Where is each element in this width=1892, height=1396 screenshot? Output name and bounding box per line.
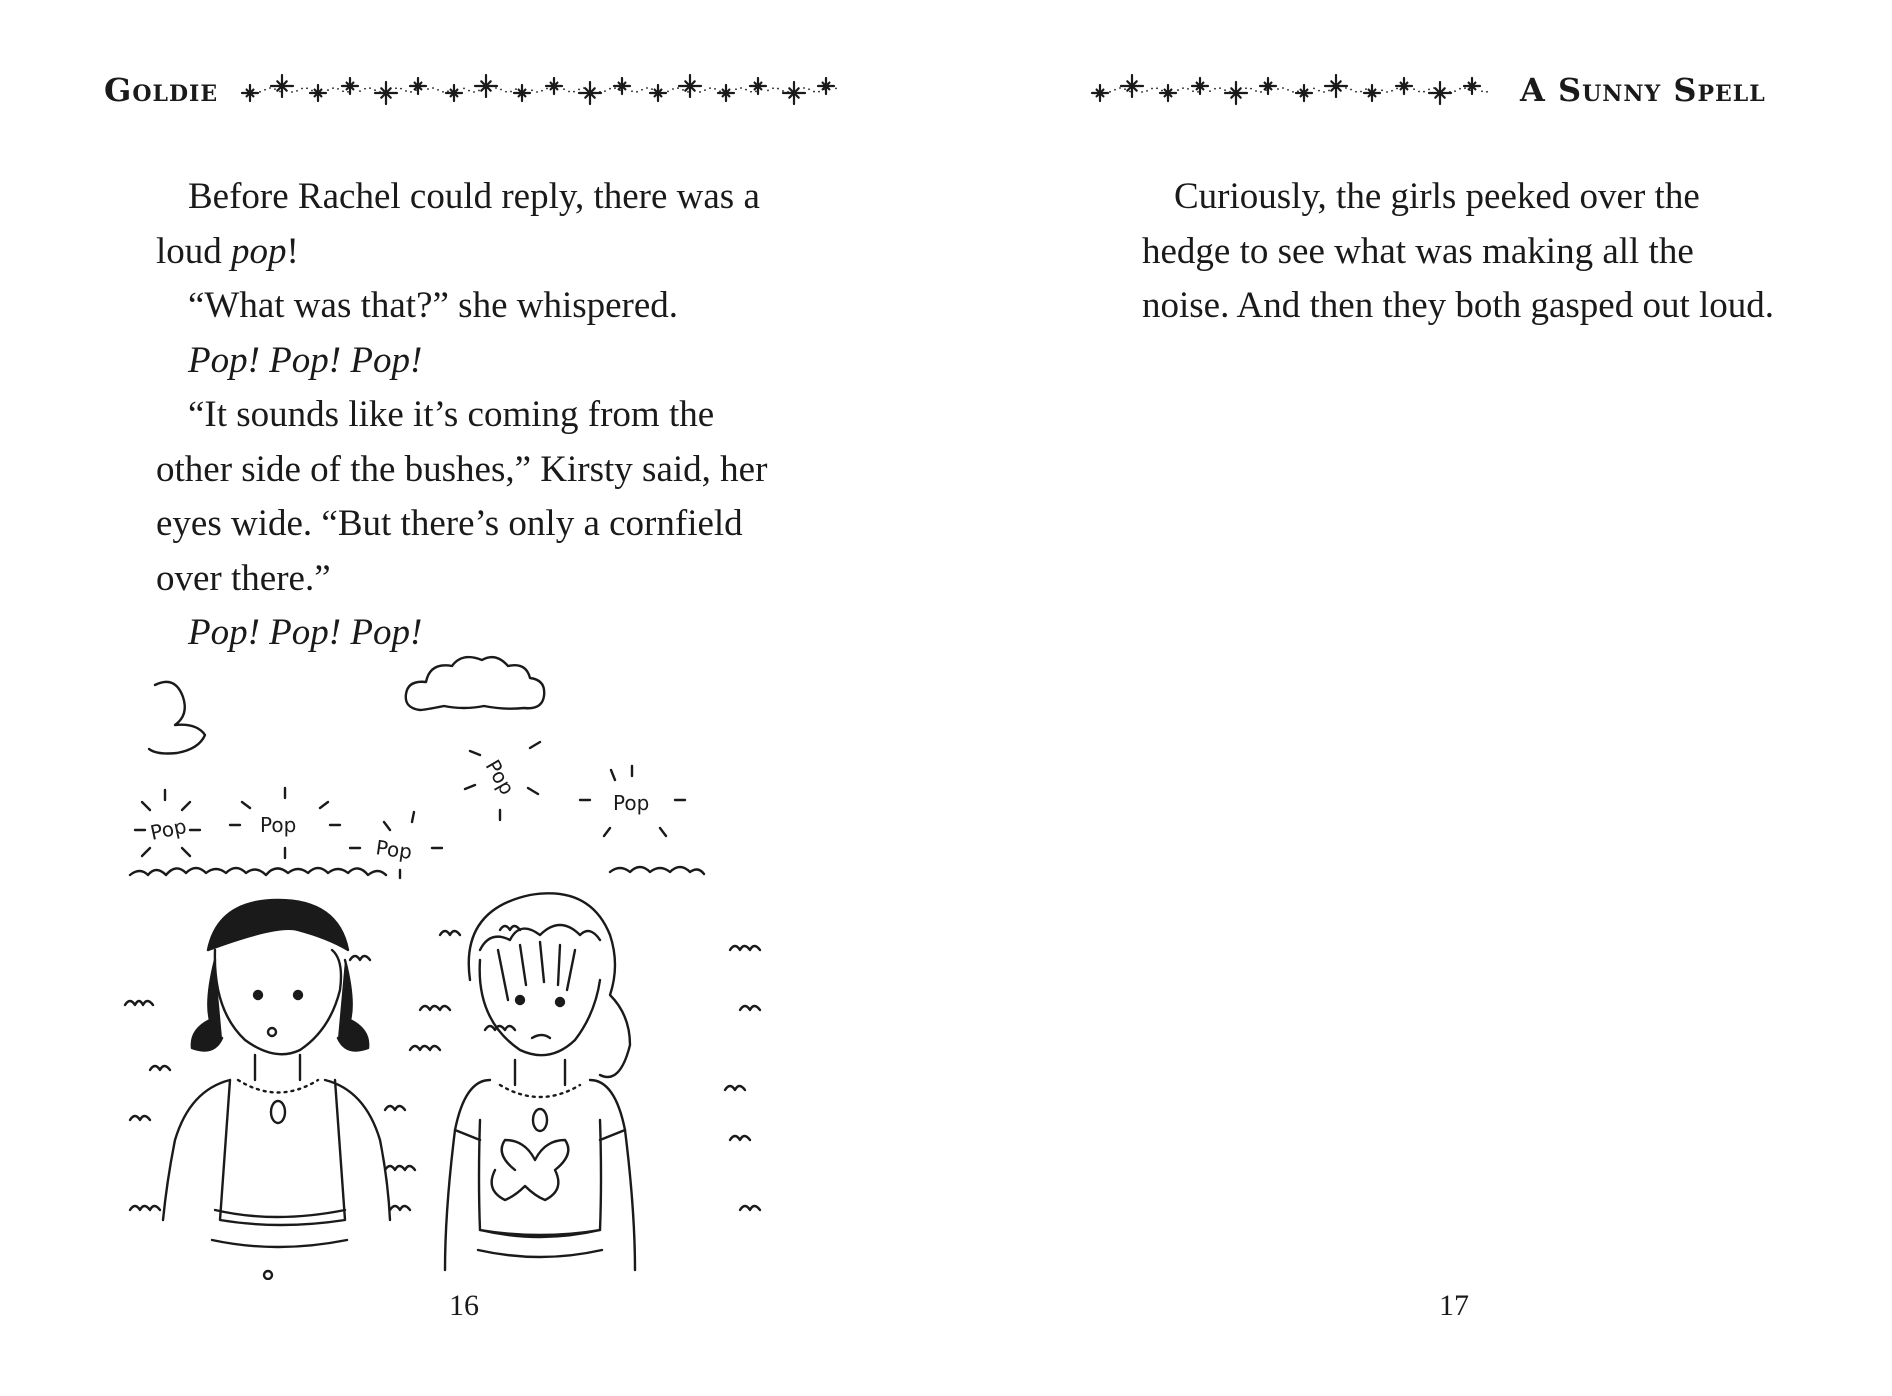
star-border-decoration: [240, 70, 840, 110]
paragraph: “It sounds like it’s coming from the other side of the bushes,” Kirsty said, her eyes wide. “But there’s only a cornfield over there.”: [156, 394, 768, 599]
star-border-decoration: [1090, 70, 1490, 110]
body-text-right: [1142, 170, 1782, 334]
pop-label: Pop: [374, 835, 414, 865]
pop-label: Pop: [148, 813, 189, 845]
pop-label: Pop: [260, 813, 297, 837]
grass-tufts: [125, 926, 760, 1210]
page-number: 17: [1439, 1289, 1469, 1322]
girl-right-figure: [445, 893, 635, 1270]
pop-label: Pop: [613, 791, 650, 815]
page-number: 16: [449, 1289, 479, 1322]
paragraph: Curiously, the girls peeked over the hedge to see what was making all the noise. And then they both gasped out loud.: [1142, 176, 1775, 326]
chapter-title: A Sunny Spell: [1520, 71, 1766, 109]
cloud-top: [406, 657, 544, 710]
page-number-ornament-right: [1384, 1255, 1524, 1365]
cloud-left: [149, 682, 205, 754]
paragraph: Pop! Pop! Pop!: [188, 339, 423, 381]
book-title: Goldie: [104, 71, 219, 109]
paragraph: Before Rachel could reply, there was a loud pop!: [156, 176, 760, 272]
hedge-line-left: [130, 868, 386, 875]
right-page: [946, 0, 1892, 1396]
body-text-left: [156, 170, 796, 661]
hedge-line-right: [610, 867, 704, 874]
running-head-left: [104, 68, 840, 112]
illustration-girls-by-hedge: [120, 650, 820, 1280]
pop-label: Pop: [480, 755, 520, 799]
paragraph: “What was that?” she whispered.: [188, 285, 679, 326]
page-number-ornament-left: [394, 1255, 534, 1365]
paragraph: Pop! Pop! Pop!: [188, 612, 423, 653]
running-head-right: [1090, 68, 1766, 112]
